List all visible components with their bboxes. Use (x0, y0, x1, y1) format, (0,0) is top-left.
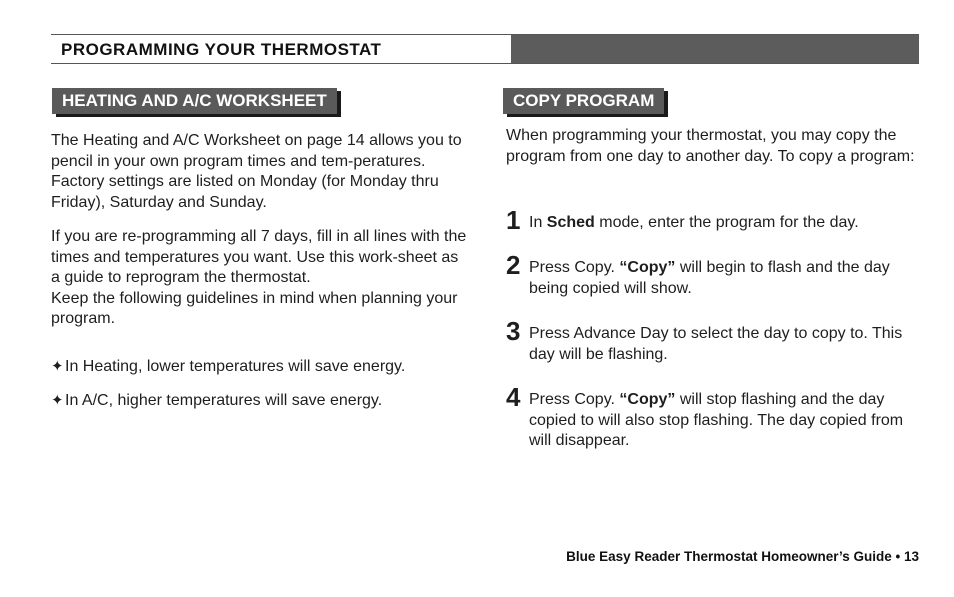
bullet-text: In A/C, higher temperatures will save energy. (65, 392, 383, 409)
step-text-plain: Press Copy. (529, 391, 620, 408)
paragraph-worksheet-intro: The Heating and A/C Worksheet on page 14 allows you to pencil in your own program times and tem-peratures. Factory settings are listed on Monday (for Monday thru Friday), Saturday and Sunday. (51, 132, 462, 211)
paragraph-guidelines: Keep the following guidelines in mind when planning your program. (51, 289, 458, 327)
step-number: 4 (506, 382, 521, 412)
header-bar (511, 35, 919, 63)
step-2 (506, 250, 918, 299)
step-4 (506, 382, 918, 452)
star-bullet-icon: ✦ (51, 392, 64, 409)
guideline-list (51, 357, 471, 425)
star-bullet-icon: ✦ (51, 358, 64, 375)
step-3 (506, 316, 918, 365)
step-number: 1 (506, 205, 521, 235)
step-text-bold: Sched (546, 214, 595, 231)
step-text-bold: “Copy” (619, 259, 676, 276)
paragraph-copy-intro: When programming your thermostat, you may copy the program from one day to another day. To copy a program: (506, 127, 915, 165)
section-heading-heating-worksheet: HEATING AND A/C WORKSHEET (52, 88, 337, 114)
step-text-plain: Press Advance Day to select the day to copy to. This day will be flashing. (529, 325, 903, 363)
list-item (51, 357, 471, 377)
left-column (51, 131, 471, 330)
right-column (506, 126, 916, 167)
step-text (529, 324, 918, 365)
step-number: 2 (506, 250, 521, 280)
step-text-plain: mode, enter the program for the day. (594, 214, 859, 231)
page-header (51, 34, 919, 64)
step-1 (506, 205, 918, 235)
page-title: PROGRAMMING YOUR THERMOSTAT (61, 40, 382, 59)
step-text (529, 390, 918, 452)
bullet-text: In Heating, lower temperatures will save energy. (65, 358, 406, 375)
page-footer: Blue Easy Reader Thermostat Homeowner’s Guide • 13 (566, 549, 919, 564)
step-text (529, 213, 918, 234)
step-text-plain: Press Copy. (529, 259, 620, 276)
paragraph-reprogramming: If you are re-programming all 7 days, fill in all lines with the times and temperatures you want. Use this work-sheet as a guide to reprogram the thermostat. (51, 228, 467, 286)
step-text-plain: will stop flashing and the day copied to will also stop flashing. The day copied from will disappear. (529, 391, 904, 449)
step-text-plain: In (529, 214, 547, 231)
list-item (51, 391, 471, 411)
step-text-plain: will begin to flash and the day being copied will show. (529, 259, 890, 297)
step-text-bold: “Copy” (619, 391, 676, 408)
section-heading-copy-program: COPY PROGRAM (503, 88, 664, 114)
step-text (529, 258, 918, 299)
step-number: 3 (506, 316, 521, 346)
